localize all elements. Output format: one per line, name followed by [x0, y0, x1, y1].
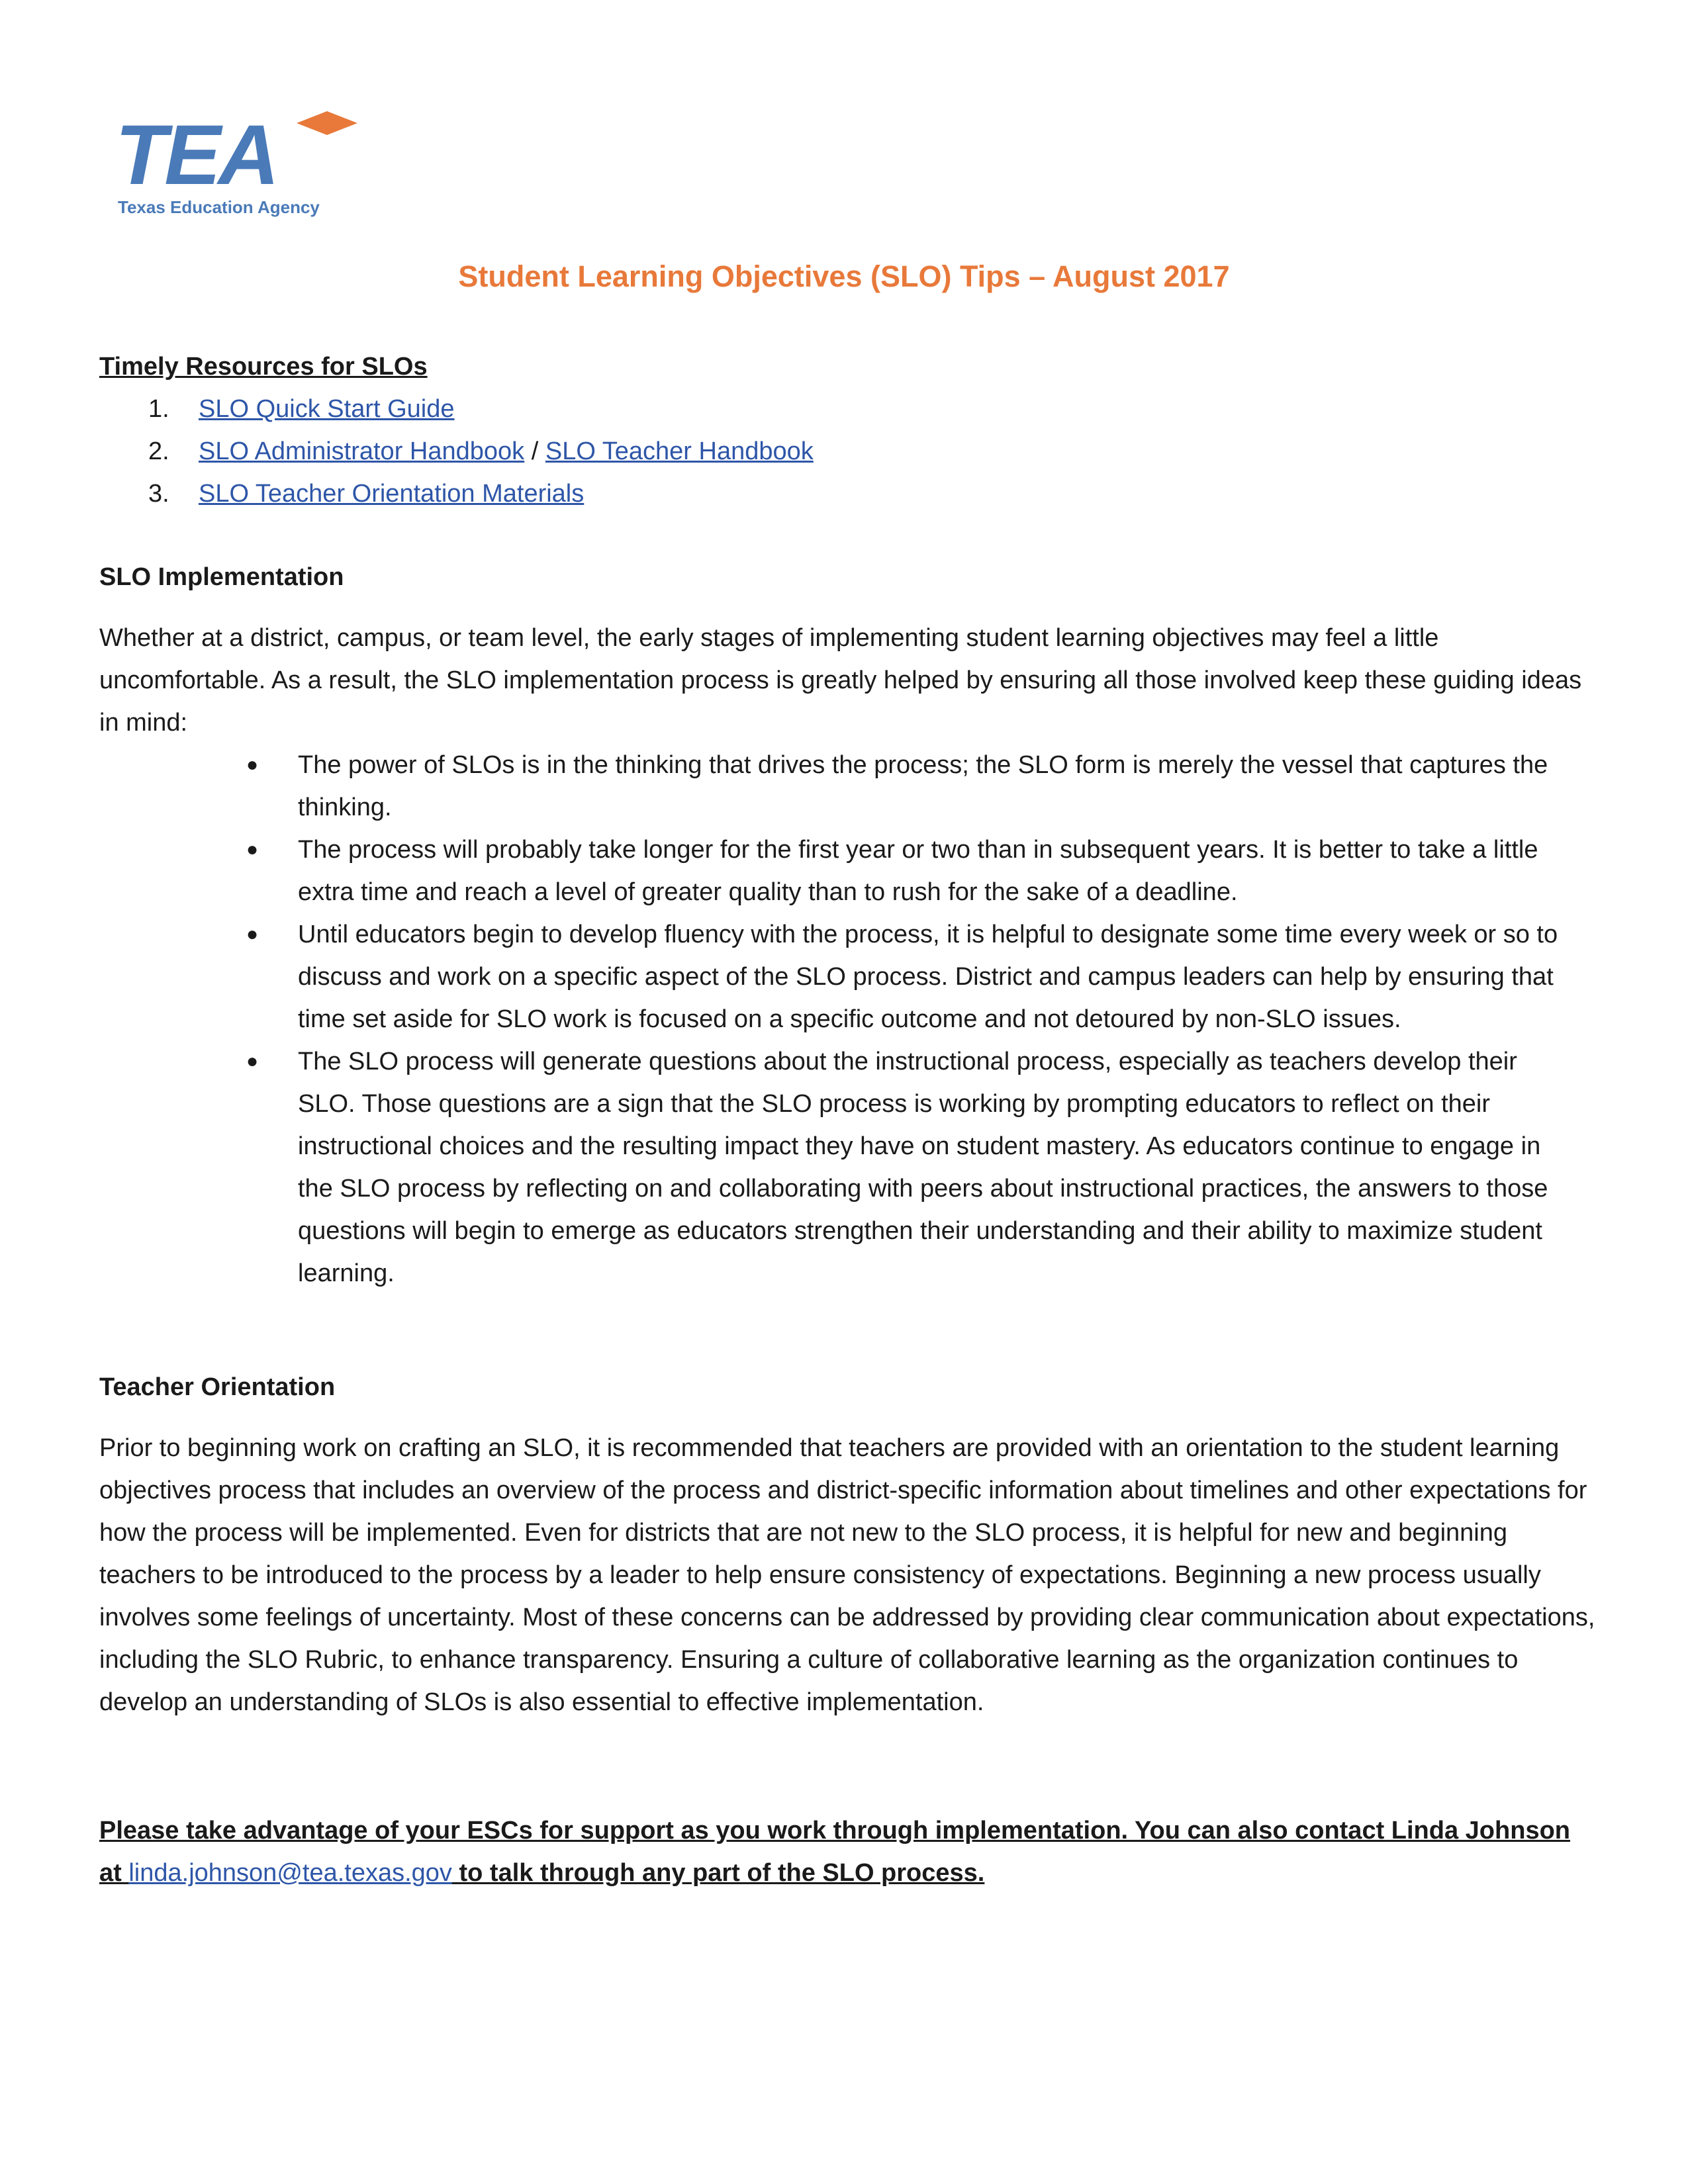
orientation-section [99, 1366, 1595, 1723]
link-separator: / [524, 437, 545, 465]
implementation-section [99, 556, 1595, 1295]
list-item [99, 829, 1595, 913]
logo-subtitle: Texas Education Agency [118, 197, 320, 217]
resources-list [99, 388, 1595, 515]
bullet-text: The SLO process will generate questions about the instructional process, especially as teachers develop their SLO. Those questions are a sign that the SLO process is working by prompting educators to reflect on their instructional choices and the resulting impact they have on student mastery. As educators continue to engage in the SLO process by reflecting on and collaborating with peers about instructional practices, the answers to those questions will begin to emerge as educators strengthen their understanding and their ability to maximize student learning. [298, 1048, 1548, 1287]
tea-logo-graphic [114, 106, 365, 222]
contact-note [99, 1809, 1595, 1894]
resource-item [99, 388, 1595, 430]
bullet-text: The power of SLOs is in the thinking that drives the process; the SLO form is merely the vessel that captures the thinking. [298, 751, 1548, 821]
resources-heading: Timely Resources for SLOs [99, 353, 428, 381]
bullet-icon: ● [246, 839, 259, 860]
bullet-text: The process will probably take longer for the first year or two than in subsequent years. It is better to take a little extra time and reach a level of greater quality than to rush for the sake of a deadline. [298, 836, 1538, 906]
slo-teacher-orientation-materials-link[interactable]: SLO Teacher Orientation Materials [199, 480, 585, 508]
list-item [99, 913, 1595, 1040]
resource-item [99, 473, 1595, 515]
logo-letters: TEA [115, 108, 277, 203]
implementation-intro: Whether at a district, campus, or team level, the early stages of implementing student learning objectives may feel a little uncomfortable. As a result, the SLO implementation process is greatly helped by ensuring all those involved keep these guiding ideas in mind: [99, 624, 1582, 737]
resource-number: 3. [148, 480, 169, 508]
bullet-icon: ● [246, 1050, 259, 1072]
list-item [99, 744, 1595, 829]
list-item [99, 1040, 1595, 1295]
guiding-ideas-list [99, 744, 1595, 1295]
slo-quick-start-guide-link[interactable]: SLO Quick Start Guide [199, 395, 455, 423]
resource-number: 2. [148, 437, 169, 465]
bullet-icon: ● [246, 923, 259, 945]
slo-administrator-handbook-link[interactable]: SLO Administrator Handbook [199, 437, 525, 465]
bullet-text: Until educators begin to develop fluency with the process, it is helpful to designate some time every week or so to discuss and work on a specific aspect of the SLO process. District and campus leaders can help by ensuring that time set aside for SLO work is focused on a specific outcome and not detoured by non-SLO issues. [298, 921, 1558, 1033]
resource-item [99, 430, 1595, 473]
orientation-heading: Teacher Orientation [99, 1373, 336, 1401]
contact-email-link[interactable]: linda.johnson@tea.texas.gov [128, 1859, 452, 1887]
contact-text-after: to talk through any part of the SLO process. [451, 1859, 985, 1887]
page-title: Student Learning Objectives (SLO) Tips – August 2017 [458, 259, 1230, 293]
resources-section [99, 345, 1595, 515]
implementation-heading: SLO Implementation [99, 563, 344, 591]
bullet-icon: ● [246, 754, 259, 776]
orientation-body: Prior to beginning work on crafting an SLO, it is recommended that teachers are provided with an orientation to the student learning objectives process that includes an overview of the process and district-specific information about timelines and other expectations for how the process will be implemented. Even for districts that are not new to the SLO process, it is helpful for new and beginning teachers to be introduced to the process by a leader to help ensure consistency of expectations. Beginning a new process usually involves some feelings of uncertainty. Most of these concerns can be addressed by providing clear communication about expectations, including the SLO Rubric, to enhance transparency. Ensuring a culture of collaborative learning as the organization continues to develop an understanding of SLOs is also essential to effective implementation. [99, 1434, 1595, 1716]
slo-teacher-handbook-link[interactable]: SLO Teacher Handbook [545, 437, 814, 465]
contact-text-before: Please take advantage of your ESCs for support as you work through implementation. You can also contact Linda Johnson at [99, 1817, 1570, 1887]
resource-number: 1. [148, 395, 169, 423]
mortarboard-icon [297, 111, 357, 135]
tea-logo [114, 106, 365, 222]
